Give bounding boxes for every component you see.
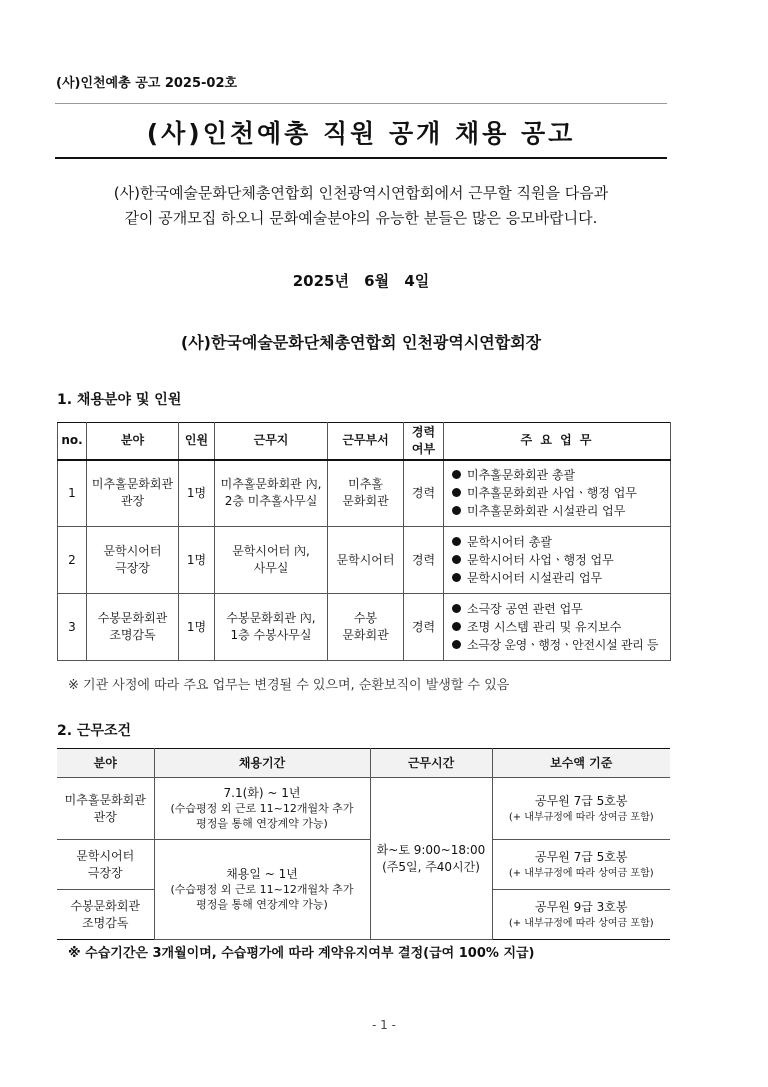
table-row [58,527,671,594]
cell-text: (수습평정 외 근로 11~12개월차 추가 [170,802,354,815]
cell-hours [370,778,492,940]
col-header: 분야 [57,749,154,778]
cell-text: 7.1(화) ~ 1년 [223,786,301,800]
cell-text: 극장장 [115,561,150,575]
bullet-icon [452,640,461,649]
cell-text: 공무원 7급 5호봉 [535,849,628,864]
page-number: - 1 - [372,1018,396,1032]
col-header-career [404,423,444,460]
cell-no: 3 [58,594,87,661]
cell-text: 수봉문화회관 [97,611,168,625]
cell-text: 미추홀문화회관 內, [220,477,322,492]
duty-item [452,484,670,502]
section2-heading: 2. 근무조건 [57,723,132,739]
cell-text: 1층 수봉사무실 [230,628,312,642]
header-divider [55,103,667,104]
cell-duties [444,594,671,661]
duty-text: 미추홀문화회관 시설관리 업무 [467,504,626,519]
duty-item [452,551,670,569]
cell-text: 조명감독 [82,915,129,930]
cell-text: 평정을 통해 연장계약 가능) [196,817,328,830]
bullet-icon [452,537,461,546]
duty-text: 문학시어터 총괄 [467,535,552,549]
cell-text: 사무실 [253,561,289,575]
cell-text: 관장 [120,494,145,509]
col-header: 근무시간 [370,749,492,778]
intro-line: 같이 공개모집 하오니 문화예술분야의 유능한 분들은 많은 응모바랍니다. [124,209,598,227]
section2-note: ※ 수습기간은 3개월이며, 수습평가에 따라 계약유지여부 결정(급여 100% 지급) [68,946,535,961]
cell-count: 1명 [179,460,215,527]
cell-field [57,890,154,940]
cell-text: 화~토 9:00~18:00 [376,842,486,857]
duty-item [452,466,670,484]
cell-text: 문학시어터 [103,544,162,558]
table-header-row [58,423,671,460]
cell-text: 평정을 통해 연장계약 가능) [196,898,328,911]
cell-career: 경력 [404,594,444,661]
cell-text: 미추홀문화회관 [91,477,174,492]
notice-number: (사)인천예총 공고 2025-02호 [56,76,238,91]
cell-place [215,460,328,527]
cell-text: 미추홀 [348,477,383,492]
cell-text: (주5일, 주40시간) [382,859,480,874]
col-header: 분야 [87,423,179,460]
cell-period [154,840,370,940]
duty-item [452,533,670,551]
col-header-career-line: 여부 [411,441,436,456]
cell-text: 문화회관 [342,628,389,642]
cell-text: 공무원 9급 3호봉 [535,899,628,914]
bullet-icon [452,506,461,515]
cell-pay [492,840,670,890]
table-row [57,840,670,890]
conditions-table [57,748,670,940]
table-row [57,778,670,840]
intro-line: (사)한국예술문화단체총연합회 인천광역시연합회에서 근무할 직원을 다음과 [113,184,609,202]
cell-text: 극장장 [87,865,123,880]
bullet-icon [452,622,461,631]
cell-career: 경력 [404,460,444,527]
cell-pay [492,778,670,840]
duty-text: 소극장 운영ㆍ행정ㆍ안전시설 관리 등 [467,638,659,652]
cell-career: 경력 [404,527,444,594]
duty-item [452,636,670,654]
table-header-row [57,749,670,778]
cell-duties [444,460,671,527]
duty-text: 문학시어터 사업ㆍ행정 업무 [467,553,614,567]
recruitment-table [57,422,671,661]
cell-no: 2 [58,527,87,594]
duty-text: 미추홀문화회관 총괄 [467,468,576,483]
bullet-icon [452,555,461,564]
col-header: 보수액 기준 [492,749,670,778]
cell-text: (+ 내부규정에 따라 상여금 포함) [508,917,654,929]
col-header: 근무부서 [328,423,404,460]
cell-field [87,527,179,594]
cell-text: 2층 미추홀사무실 [224,494,318,509]
cell-text: 문학시어터 [76,848,135,863]
cell-period [154,778,370,840]
cell-field [57,840,154,890]
cell-count: 1명 [179,527,215,594]
col-header: 채용기간 [154,749,370,778]
cell-text: 문학시어터 內, [232,544,310,558]
cell-text: 미추홀문화회관 [64,792,146,807]
cell-text: 채용일 ~ 1년 [226,867,298,881]
announcement-date: 2025년 6월 4일 [292,272,430,290]
cell-text: 문학시어터 [336,552,395,567]
cell-place [215,594,328,661]
cell-count: 1명 [179,594,215,661]
cell-text: 공무원 7급 5호봉 [535,793,628,808]
duty-item [452,502,670,520]
cell-dept [328,594,404,661]
col-header-career-line: 경력 [411,424,436,439]
cell-text: 관장 [93,809,117,824]
duty-text: 소극장 공연 관련 업무 [467,602,583,616]
cell-field [87,460,179,527]
duty-text: 조명 시스템 관리 및 유지보수 [467,620,622,634]
cell-no: 1 [58,460,87,527]
col-header: 인원 [179,423,215,460]
cell-text: 문화회관 [342,494,389,509]
cell-text: 수봉 [353,611,378,625]
cell-place [215,527,328,594]
cell-pay [492,890,670,940]
intro-paragraph [60,181,662,231]
page-title: (사)인천예총 직원 공개 채용 공고 [146,119,576,148]
bullet-icon [452,488,461,497]
cell-text: (+ 내부규정에 따라 상여금 포함) [508,811,654,823]
cell-text: 수봉문화회관 [70,898,141,913]
table-row [58,594,671,661]
col-header: 주 요 업 무 [444,423,671,460]
section1-heading: 1. 채용분야 및 인원 [57,392,182,408]
cell-duties [444,527,671,594]
cell-text: 조명감독 [109,628,156,642]
organization-name: (사)한국예술문화단체총연합회 인천광역시연합회장 [180,333,542,352]
col-header: no. [58,423,87,460]
bullet-icon [452,573,461,582]
duty-text: 미추홀문화회관 사업ㆍ행정 업무 [467,486,637,501]
cell-field [87,594,179,661]
table-row [58,460,671,527]
duty-text: 문학시어터 시설관리 업무 [467,571,603,585]
cell-dept [328,527,404,594]
bullet-icon [452,470,461,479]
duty-item [452,618,670,636]
section1-note: ※ 기관 사정에 따라 주요 업무는 변경될 수 있으며, 순환보직이 발생할 수 있음 [68,678,510,693]
duty-item [452,600,670,618]
col-header: 근무지 [215,423,328,460]
cell-text: 수봉문화회관 內, [226,611,316,625]
title-underline [55,157,667,159]
cell-text: (+ 내부규정에 따라 상여금 포함) [508,867,654,879]
cell-field [57,778,154,840]
duty-item [452,569,670,587]
bullet-icon [452,604,461,613]
cell-dept [328,460,404,527]
cell-text: (수습평정 외 근로 11~12개월차 추가 [170,883,354,896]
